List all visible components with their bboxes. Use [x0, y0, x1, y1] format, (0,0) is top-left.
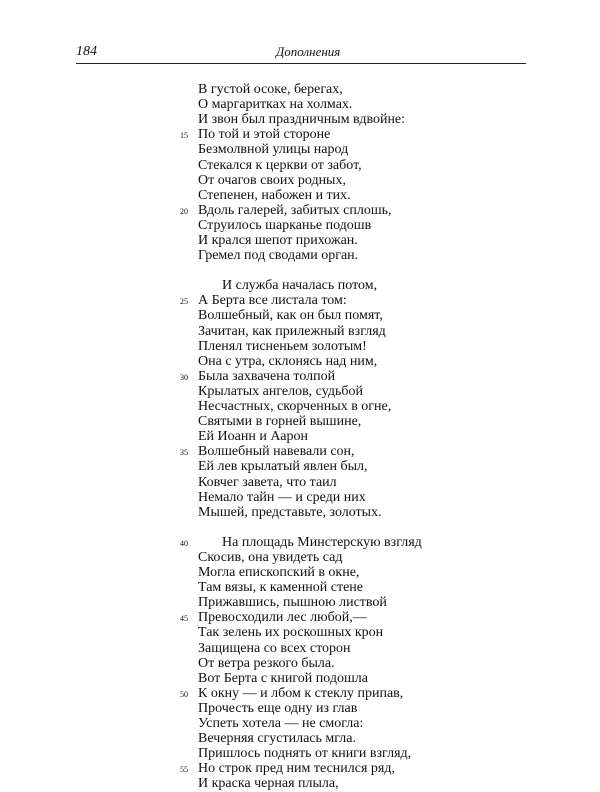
poem-line: На площадь Минстерскую взгляд: [222, 534, 422, 550]
poem-line: Ковчег завета, что таил: [198, 474, 337, 490]
poem-line: И крался шепот прихожан.: [198, 233, 358, 248]
line-number: 45: [180, 614, 188, 624]
poem-line: Могла епископский в окне,: [198, 565, 360, 580]
poem-line: Мышей, представьте, золотых.: [198, 504, 382, 520]
page-number: 184: [76, 44, 97, 59]
line-number: 55: [180, 765, 188, 775]
line-number: 25: [180, 297, 188, 307]
poem-line: По той и этой стороне: [198, 127, 331, 143]
poem-line: Вечерняя сгустилась мгла.: [198, 731, 356, 747]
line-number: 15: [180, 131, 188, 141]
poem-line: Степенен, набожен и тих.: [198, 187, 351, 203]
poem-line: Стекался к церкви от забот,: [198, 157, 362, 173]
poem-line: И служба началась потом,: [222, 278, 378, 294]
poem-line: А Берта все листала том:: [198, 293, 347, 309]
poem-line: И краска черная плыла,: [198, 776, 339, 792]
poem-line: Волшебный, как он был помят,: [198, 308, 383, 324]
poem-line: Пришлось поднять от книги взгляд,: [198, 746, 412, 762]
poem-line: От ветра резкого была.: [198, 655, 335, 671]
poem-line: Безмолвной улицы народ: [198, 142, 349, 158]
poem-line: Она с утра, склонясь над ним,: [198, 353, 378, 369]
poem-line: От очагов своих родных,: [198, 172, 346, 188]
poem-line: Была захвачена толпой: [198, 368, 336, 384]
poem-line: Зачитан, как прилежный взгляд: [198, 323, 386, 339]
poem-line: Прижавшись, пышною листвой: [198, 595, 387, 611]
poem-line: О маргаритках на холмах.: [198, 97, 353, 113]
line-number: 50: [180, 689, 188, 699]
poem-line: К окну — и лбом к стеклу припав,: [198, 685, 404, 701]
poem-line: Там вязы, к каменной стене: [198, 580, 363, 596]
poem-line: Святыми в горней вышине,: [198, 414, 362, 430]
poem-line: Скосив, она увидеть сад: [198, 549, 343, 565]
poem-line: Так зелень их роскошных крон: [198, 625, 384, 641]
poem-line: Вот Берта с книгой подошла: [198, 670, 368, 686]
running-title: Дополнения: [276, 44, 341, 59]
poem-line: Струилось шарканье подошв: [198, 217, 372, 233]
poem-line: В густой осоке, берегах,: [198, 82, 343, 97]
poem-line: Успеть хотела — не смогла:: [198, 716, 364, 731]
poem-line: Вдоль галерей, забитых сплошь,: [198, 202, 392, 218]
line-number: 20: [180, 206, 188, 216]
poem-line: Крылатых ангелов, судьбой: [198, 383, 363, 399]
poem-line: И звон был праздничным вдвойне:: [198, 112, 406, 128]
poem-line: Немало тайн — и среди них: [198, 489, 366, 505]
poem-line: Волшебный навевали сон,: [198, 444, 355, 460]
poem-line: Несчастных, скорченных в огне,: [198, 399, 392, 414]
poem-line: Прочесть еще одну из глав: [198, 700, 358, 716]
line-number: 40: [180, 538, 188, 548]
line-number: 35: [180, 448, 188, 458]
poem-line: Но строк пред ним теснился ряд,: [198, 761, 395, 777]
poem-line: Ей Иоанн и Аарон: [198, 429, 308, 445]
poem-line: Пленял тисненьем золотым!: [198, 338, 367, 354]
line-number: 30: [180, 372, 188, 382]
poem-line: Превосходили лес любой,—: [198, 610, 367, 626]
poem-line: Гремел под сводами орган.: [198, 248, 359, 264]
poem-line: Защищена со всех сторон: [198, 640, 351, 656]
poem-line: Ей лев крылатый явлен был,: [198, 459, 368, 475]
